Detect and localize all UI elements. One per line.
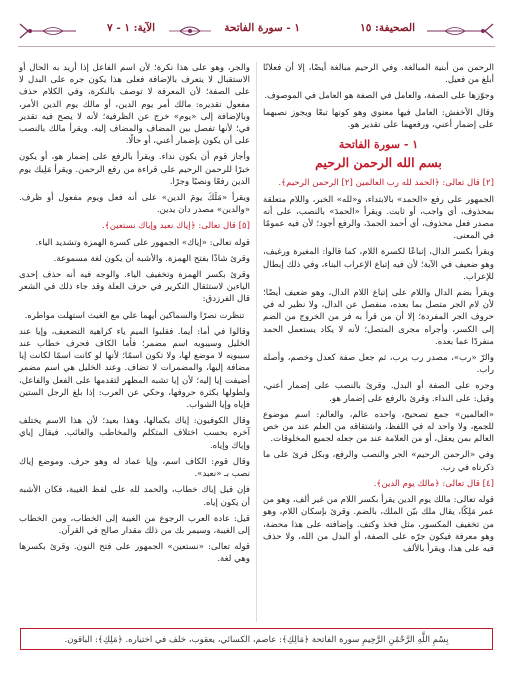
- basmala-heading: بسم الله الرحمن الرحيم: [315, 155, 442, 171]
- paragraph: الجمهور على رفع «الحمد» بالابتداء، و«لله» الخبر، واللام متعلقة بمحذوف، أي واجب، أو ثابت. ويقرأ «الحمدَ» بالنصب، على أنه مصدر فعل محذوف، أي أحمد الحمدَ، والرفع أجود؛ لأن فيه عمومًا في المعنى.: [263, 194, 494, 242]
- paragraph: ويقرأ بكسر الدال، إتباعًا لكسرة اللام، كما قالوا: المغيرة ورغيف، وهو ضعيف في الآية؛ لأن فيه إتباع الإعراب البناء، وفي ذلك إبطال للإعراب.: [263, 247, 494, 282]
- paragraph: ويقرأ بضم الدال واللام على إتباع اللام الدال، وهو ضعيف أيضًا؛ لأن لام الجر متصل بما بعده، منفصل عن الدال، ولا نظير له في حروف الجر المفردة؛ إلا أن من قرأ به فر من الخروج من الضم إلى الكسر، وأجراه مجرى المتصل؛ لأنه لا يكاد يستعمل الحمد منفردًا عما بعده.: [263, 288, 494, 347]
- paragraph: والجر، وهو على هذا نكرة؛ لأن اسم الفاعل إذا أريد به الحال أو الاستقبال لا يتعرف بالإضافة فعلى هذا يكون جره على البدل لا على الصفة؛ لأن المعرفة لا توصف بالنكرة، وفي الكلام حذف مفعول تقديره: مالك أمر يوم الدين، أو مالك يوم الدين الأمر، وبالإضافة إلى «يوم» خرج عن الظرفية؛ لأنه لا يصح فيه تقدير في؛ لأنها تفصل بين المضاف والمضاف إليه. ويقرأ مالك بالنصب على أن يكون بإضمار أعني، أو حالًا.: [19, 63, 250, 147]
- right-column: [263, 62, 494, 559]
- paragraph: وفي «الرحمن الرحيم» الجر والنصب والرفع، وبكل قرئ على ما ذكرناه في رب.: [263, 450, 494, 473]
- paragraph: فإن قيل إياك خطاب، والحمد لله على لفظ الغيبة، فكان الأشبه أن يكون إياه.: [19, 485, 250, 508]
- header-rule: [18, 46, 495, 47]
- paragraph: الرحمن من أبنية المبالغة. وفي الرحيم مبالغة أيضًا، إلا أن فعلانًا أبلغ من فعيل.: [263, 63, 494, 86]
- paragraph: وأجاز قوم أن يكون نداء. ويقرأ بالرفع على إضمار هو، أو يكون خبرًا للرحمن الرحيم على قراءة من رفع الرحمن. ويقرأ مَلِيك يوم الدين رفعًا ونصبًا وجرًا.: [19, 152, 250, 187]
- qiraat-footer: بِسْمِ اللَّهِ الرَّحْمَٰنِ الرَّحِيمِ سورة الفاتحة ﴿مَالِكِ﴾: عاصم، الكسائي، يعقوب، خلف في اختياره. ﴿مَلِكِ﴾: الباقون.: [20, 628, 493, 650]
- paragraph: وقال الكوفيون: إياك بكمالها، وهذا بعيد؛ لأن هذا الاسم يختلف آخره بحسب اختلاف المتكلم والمخاطب والغائب. فيقال إياي وإياك وإياه.: [19, 416, 250, 451]
- verse-heading: [٢] قال تعالى: ﴿الحمد لله رب العالمين [٢] الرحمن الرحيم﴾.: [278, 178, 494, 189]
- paragraph: قيل: عادة العرب الرجوع من الغيبة إلى الخطاب، ومن الخطاب إلى الغيبة، وسيمر بك من ذلك مقدار صالح في القرآن.: [19, 513, 250, 536]
- paragraph: والرّ «رب»، مصدر رب يرب، ثم جعل صفة كعدل وخصم، وأصله راب.: [263, 353, 494, 376]
- column-divider: [256, 62, 257, 622]
- page-header: [18, 20, 495, 42]
- paragraph: وجوّزها على الصفة، والعامل في الصفة هو العامل في الموصوف.: [264, 91, 494, 102]
- sura-heading: ١ - سورة الفاتحة: [338, 138, 419, 152]
- ornament-right-icon: [425, 20, 495, 42]
- paragraph: وقرئ شاذًا بفتح الهمزة. والأشبه أن يكون لغة مسموعة.: [53, 253, 250, 264]
- paragraph: وقال الأخفش: العامل فيها معنوي وهو كونها تبعًا ويجوز نصبهما على إضمار أعني، ورفعهما على تقدير هو.: [263, 107, 494, 130]
- paragraph: وقالوا في أما: أيما. فقلبوا الميم ياء كراهية التضعيف، وإيا عند الخليل وسيبويه اسم مضمر؛ فأما الكاف فحرف خطاب عند سيبويه لا موضع لها، ولا تكون اسمًا؛ لأنها لو كانت اسمًا لكانت إيا مضافة إليها، والمضمرات لا تضاف. وعند الخليل هي اسم مضمر أضيفت إيا إليه؛ لأن إيا تشبه المظهر لتقدمها على الفعل والفاعل، ولطولها بكثرة حروفها، وحكي عن العرب: إذا بلغ الرجل الستين فإياه وإيا الشواب.: [19, 326, 250, 411]
- paragraph: وجره على الصفة أو البدل. وقرئ بالنصب على إضمار أعني، وقيل: على النداء. وقرئ بالرفع على إضمار هو.: [263, 381, 494, 404]
- paragraph: وقرئ بكسر الهمزة وتخفيف الياء. والوجه فيه أنه حذف إحدى الياءين لاستثقال التكرير في حرف العلة وقد جاء ذلك في الشعر قال الفرزدق:: [19, 270, 250, 305]
- page-number: الصحيفة: ١٥: [360, 22, 415, 34]
- paragraph: قوله تعالى: مالك يوم الدين يقرأ بكسر اللام من غير ألف، وهو من عمر مَلِكًا، يقال ملك بيّن الملك، بالضم. وقرئ بإسكان اللام، وهو من تخفيف المكسور، مثل فخذ وكتف. وإضافته على هذا محضة، وهو معرفة فيكون جرّه على الصفة، أو البدل من الله، ولا حذف فيه على هذا، ويقرأ بالألف: [263, 495, 494, 554]
- verse-heading: [٥] قال تعالى: ﴿إياك نعبد وإياك نستعين﴾.: [101, 221, 250, 232]
- paragraph: قوله تعالى: «نستعين» الجمهور على فتح النون. وقرئ بكسرها وهي لغة.: [19, 542, 250, 565]
- left-column: [19, 62, 250, 570]
- ornament-center-icon: [165, 20, 215, 42]
- paragraph: قوله تعالى: «إياك» الجمهور على كسرة الهمزة وتشديد الياء.: [35, 237, 250, 248]
- paragraph: وقال قوم: الكاف اسم، وإيا عماد له وهو حرف. وموضع إياك نصب بـ «نعبد».: [19, 456, 250, 480]
- sura-name: ١ - سورة الفاتحة: [224, 22, 300, 34]
- poetry-line: تنظرت نصرًا والسماكين أيهما علي مع الغيث استهلت مواطره.: [24, 310, 245, 321]
- verse-heading: [٤] قال تعالى: ﴿مالك يوم الدين﴾.: [373, 478, 494, 489]
- paragraph: ويقرأ «مَلَكَ يومَ الدين» على أنه فعل ويوم مفعول أو ظرف. «والدين» مصدر دان يدين.: [19, 193, 250, 216]
- verse-range: الآية: ١ - ٧: [107, 22, 155, 34]
- ornament-left-icon: [18, 20, 78, 42]
- paragraph: «العالمين» جمع تصحيح، واحده عالم، والعالم: اسم موضوع للجمع، ولا واحد له في اللفظ، واشتقاقه من العلم عند من خص العالم بمن يعقل، أو من العلامة عند من جعله لجميع المخلوقات.: [263, 409, 494, 445]
